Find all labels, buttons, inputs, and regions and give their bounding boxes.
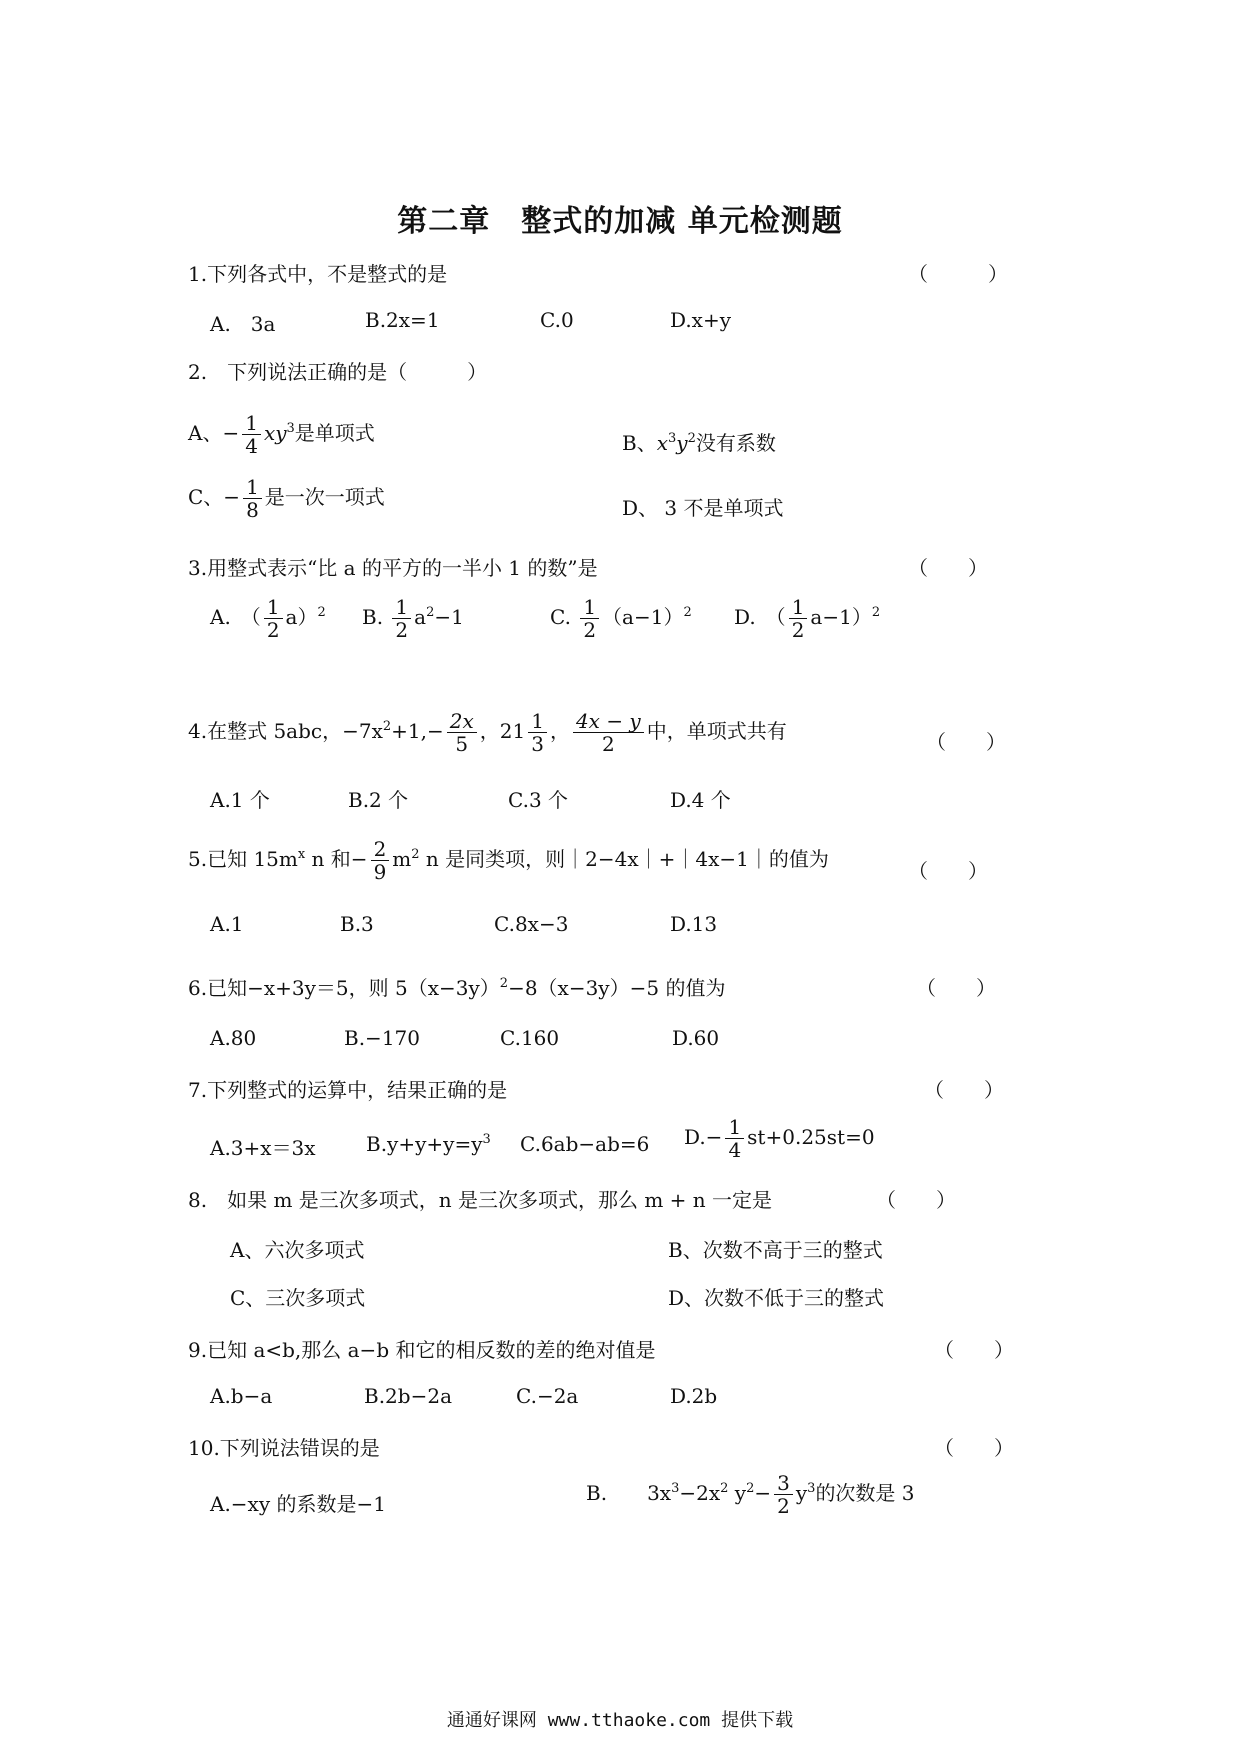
q5-stem-part4: n 是同类项，则｜2−4x｜+｜4x−1｜的值为 — [419, 847, 829, 871]
q4-exp: 2 — [382, 719, 392, 734]
q4-fraction-2 — [528, 710, 547, 755]
q3c-tail: （a−1） — [602, 605, 684, 629]
q3a-label: A. （ — [210, 605, 261, 629]
question-5-option-d: D.13 — [670, 912, 718, 936]
q3c-fraction — [580, 596, 599, 641]
question-1-option-a: A. 3a — [210, 312, 276, 336]
q3d-label: D. （ — [734, 605, 786, 629]
q7b-text: B.y+y+y=y — [366, 1132, 483, 1156]
question-7-option-a: A.3+x＝3x — [210, 1136, 316, 1160]
question-2-option-c — [188, 476, 385, 521]
q2b-exp1: 3 — [667, 431, 677, 446]
q10b-term5: y — [795, 1481, 808, 1505]
q5-numerator: 2 — [371, 838, 390, 861]
question-6-option-d: D.60 — [672, 1026, 720, 1050]
q5-fraction — [371, 838, 390, 883]
question-4-stem — [188, 710, 787, 755]
q3d-fraction — [789, 596, 808, 641]
q2c-fraction — [243, 476, 262, 521]
q10b-term2: −2x — [679, 1481, 721, 1505]
question-3-option-b — [362, 596, 464, 641]
q6-stem-part2: −8（x−3y）−5 的值为 — [508, 976, 726, 1000]
q10b-exp2: 2 — [720, 1481, 729, 1496]
q2b-prefix: B、 — [622, 431, 657, 455]
question-9-stem: 9.已知 a<b,那么 a−b 和它的相反数的差的绝对值是 — [188, 1338, 656, 1362]
question-6-option-a: A.80 — [210, 1026, 257, 1050]
q10b-fraction — [774, 1472, 793, 1517]
question-10-option-b — [586, 1472, 915, 1517]
q10b-exp4: 3 — [807, 1481, 816, 1496]
q4-fraction-3 — [573, 710, 644, 755]
q10b-term1: 3x — [647, 1481, 672, 1505]
q2b-y: y — [676, 431, 688, 455]
question-9-answer-bracket: （ ） — [934, 1338, 1014, 1362]
question-9-option-c: C.−2a — [516, 1384, 579, 1408]
q2c-numerator: 1 — [243, 476, 262, 499]
q3b-denominator: 2 — [395, 618, 409, 642]
q10b-minus: − — [754, 1481, 772, 1505]
q4-stem-part5: 中，单项式共有 — [646, 719, 787, 743]
question-2-option-a — [188, 412, 375, 457]
q2c-prefix: C、− — [188, 485, 241, 509]
q3d-exp: 2 — [871, 605, 881, 620]
q7d-denominator: 4 — [728, 1138, 742, 1162]
q5-stem-part1: 5.已知 15m — [188, 847, 298, 871]
q4-stem-part4: ， — [549, 719, 570, 743]
question-3-answer-bracket: （ ） — [908, 556, 988, 580]
q4-stem-part2: +1,− — [391, 719, 444, 743]
q2a-suffix: 是单项式 — [294, 421, 375, 445]
question-8-option-a: A、六次多项式 — [230, 1238, 365, 1262]
q2a-fraction — [242, 412, 261, 457]
q3a-exp: 2 — [317, 605, 326, 620]
page-title: 第二章 整式的加减 单元检测题 — [397, 204, 843, 239]
q5-stem-part2: n 和− — [305, 847, 368, 871]
question-1-option-c: C.0 — [540, 308, 574, 332]
page-footer: 通通好课网 www.tthaoke.com 提供下载 — [446, 1710, 794, 1731]
q4-f1-denominator: 5 — [455, 732, 469, 756]
q7d-tail: st+0.25st=0 — [747, 1125, 875, 1149]
q7d-numerator: 1 — [725, 1116, 744, 1139]
question-7-option-c: C.6ab−ab=6 — [520, 1132, 650, 1156]
q2c-suffix: 是一次一项式 — [264, 485, 385, 509]
q4-f2-numerator: 1 — [528, 710, 547, 733]
q3b-tail: a — [414, 605, 427, 629]
q2a-exp: 3 — [286, 421, 295, 436]
question-1-option-b: B.2x=1 — [365, 308, 440, 332]
q10b-exp1: 3 — [671, 1481, 680, 1496]
q4-stem-part3: ，21 — [479, 719, 526, 743]
q3a-tail: a） — [285, 605, 318, 629]
q2a-denominator: 4 — [245, 434, 258, 458]
question-1-answer-bracket: （ ） — [908, 262, 1008, 286]
question-2-option-b — [622, 427, 776, 456]
q3a-fraction — [264, 596, 283, 641]
question-9-option-d: D.2b — [670, 1384, 718, 1408]
q5-exp2: 2 — [411, 847, 420, 862]
question-6-answer-bracket: （ ） — [916, 976, 996, 1000]
question-8-option-b: B、次数不高于三的整式 — [668, 1238, 883, 1262]
question-8-stem: 8. 如果 m 是三次多项式，n 是三次多项式，那么 m + n 一定是 — [188, 1188, 773, 1212]
q6-stem-part1: 6.已知−x+3y＝5，则 5（x−3y） — [188, 976, 500, 1000]
q10b-term3: y — [728, 1481, 747, 1505]
question-2-stem: 2. 下列说法正确的是（ ） — [188, 360, 488, 384]
q7d-prefix: D.− — [684, 1125, 723, 1149]
q3c-exp: 2 — [683, 605, 692, 620]
q3d-numerator: 1 — [789, 596, 808, 619]
question-5-answer-bracket: （ ） — [908, 859, 988, 883]
q2c-denominator: 8 — [246, 498, 259, 522]
q3c-numerator: 1 — [580, 596, 599, 619]
q2a-numerator: 1 — [242, 412, 261, 435]
question-7-answer-bracket: （ ） — [924, 1078, 1004, 1102]
question-1-stem: 1.下列各式中，不是整式的是 — [188, 262, 448, 286]
question-10-answer-bracket: （ ） — [934, 1436, 1014, 1460]
question-3-option-d — [734, 596, 880, 641]
question-10-option-a: A.−xy 的系数是−1 — [210, 1492, 386, 1516]
question-4-option-c: C.3 个 — [508, 788, 569, 812]
q6-exp: 2 — [499, 976, 509, 991]
q3b-fraction — [392, 596, 411, 641]
q3a-denominator: 2 — [266, 618, 280, 642]
question-8-option-c: C、三次多项式 — [230, 1286, 366, 1310]
q3b-tail2: −1 — [434, 605, 464, 629]
q4-f1-numerator: 2x — [447, 710, 477, 733]
q5-exp1: x — [297, 847, 306, 862]
q2a-expr: xy — [263, 421, 287, 445]
q4-f2-denominator: 3 — [531, 732, 544, 756]
q2b-suffix: 没有系数 — [695, 431, 776, 455]
q2b-x: x — [656, 431, 668, 455]
question-8-answer-bracket: （ ） — [876, 1188, 956, 1212]
question-9-option-a: A.b−a — [210, 1384, 273, 1408]
question-3-option-a — [210, 596, 326, 641]
question-4-option-b: B.2 个 — [348, 788, 409, 812]
q10b-suffix: 的次数是 3 — [815, 1481, 915, 1505]
q3d-tail: a−1） — [810, 605, 872, 629]
question-6-option-b: B.−170 — [344, 1026, 420, 1050]
q3b-label: B. — [362, 605, 384, 629]
q4-stem-part1: 4.在整式 5abc，−7x — [188, 719, 383, 743]
question-2-option-d: D、 3 不是单项式 — [622, 496, 784, 520]
q2b-exp2: 2 — [687, 431, 696, 446]
question-6-option-c: C.160 — [500, 1026, 560, 1050]
question-1-option-d: D.x+y — [670, 308, 732, 332]
q3b-numerator: 1 — [392, 596, 411, 619]
question-8-option-d: D、次数不低于三的整式 — [668, 1286, 885, 1310]
q3c-label: C. — [550, 605, 571, 629]
question-10-stem: 10.下列说法错误的是 — [188, 1436, 380, 1460]
q3d-denominator: 2 — [791, 618, 805, 642]
question-5-option-c: C.8x−3 — [494, 912, 569, 936]
q4-fraction-1 — [447, 710, 477, 755]
question-5-option-b: B.3 — [340, 912, 374, 936]
q4-f3-denominator: 2 — [601, 732, 615, 756]
question-4-answer-bracket: （ ） — [926, 730, 1006, 754]
q3a-numerator: 1 — [264, 596, 283, 619]
q5-denominator: 9 — [373, 860, 387, 884]
q10b-numerator: 3 — [774, 1472, 793, 1495]
question-7-option-b — [366, 1132, 491, 1156]
question-7-option-d — [684, 1116, 875, 1161]
question-5-option-a: A.1 — [210, 912, 244, 936]
q4-f3-numerator: 4x − y — [573, 710, 644, 733]
q10b-exp3: 2 — [746, 1481, 755, 1496]
question-3-option-c — [550, 596, 692, 641]
question-5-stem — [188, 838, 829, 883]
q7d-fraction — [725, 1116, 744, 1161]
q7b-exp: 3 — [482, 1132, 491, 1147]
q10b-label: B. — [586, 1481, 608, 1505]
q10b-denominator: 2 — [777, 1494, 790, 1518]
question-3-stem: 3.用整式表示“比 a 的平方的一半小 1 的数”是 — [188, 556, 598, 580]
q3c-denominator: 2 — [583, 618, 597, 642]
q2a-prefix: A、− — [188, 421, 240, 445]
question-9-option-b: B.2b−2a — [364, 1384, 452, 1408]
question-7-stem: 7.下列整式的运算中，结果正确的是 — [188, 1078, 508, 1102]
question-4-option-d: D.4 个 — [670, 788, 731, 812]
question-4-option-a: A.1 个 — [210, 788, 270, 812]
question-6-stem — [188, 972, 725, 1001]
q3b-exp: 2 — [426, 605, 435, 620]
q5-stem-part3: m — [392, 847, 412, 871]
